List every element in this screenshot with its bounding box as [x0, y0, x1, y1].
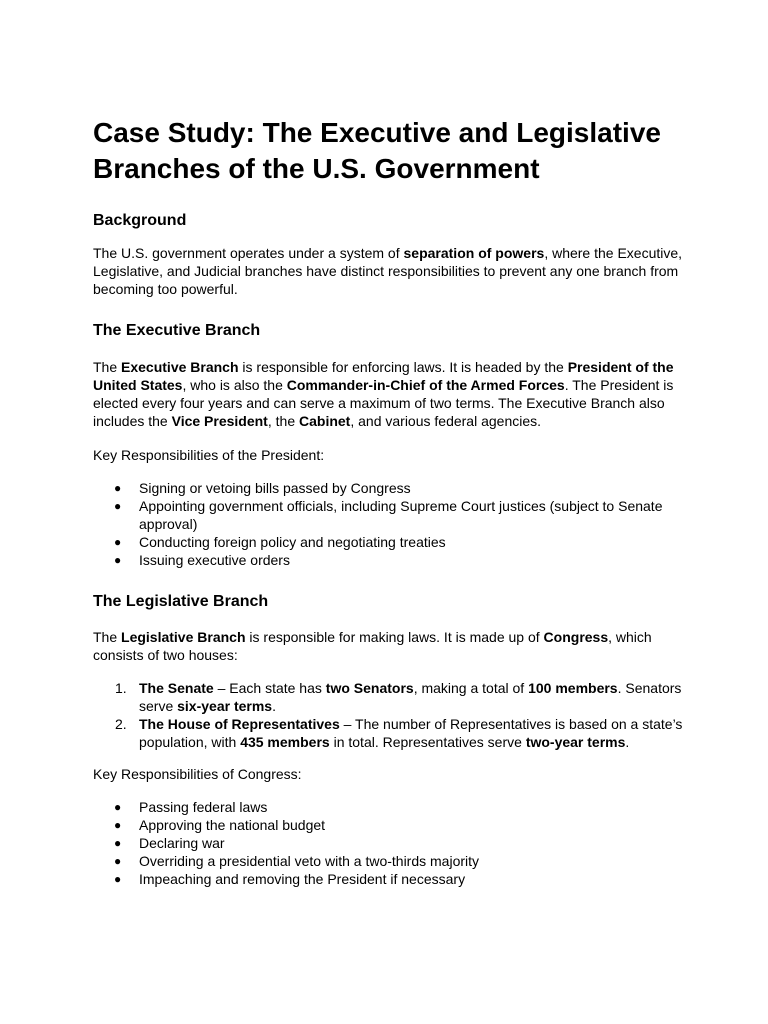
senate-text-a: – Each state has [213, 680, 326, 696]
exec-bold-1: Executive Branch [121, 359, 239, 375]
senate-bold-b: two Senators [325, 680, 414, 696]
bullet-icon: ● [114, 499, 122, 513]
list-item [93, 834, 683, 852]
list-item-text: Issuing executive orders [139, 552, 290, 568]
senate-bold-d: 100 members [528, 680, 618, 696]
list-item-text: Conducting foreign policy and negotiating treaties [139, 534, 446, 550]
legislative-paragraph [93, 628, 683, 664]
list-number: 1. [115, 680, 127, 696]
exec-text-2: is responsible for enforcing laws. It is headed by the [238, 359, 568, 375]
congress-responsibilities-label: Key Responsibilities of Congress: [93, 766, 302, 782]
list-item-house [93, 715, 683, 751]
exec-text-5: , the [267, 413, 299, 429]
bullet-icon: ● [114, 836, 122, 850]
bullet-icon: ● [114, 800, 122, 814]
document-body [93, 115, 683, 888]
president-responsibilities-list [93, 479, 683, 569]
background-text-1: The U.S. government operates under a system of [93, 245, 404, 261]
background-text-2: , where the Executive, Legislative, and Judicial branches have distinct responsibilities to prevent any one branch from becoming too powerful. [93, 245, 683, 297]
bullet-icon: ● [114, 854, 122, 868]
leg-text-1: The [93, 629, 122, 645]
exec-bold-3: Commander-in-Chief of the Armed Forces [286, 377, 565, 393]
executive-paragraph [93, 358, 683, 430]
list-item-text: Appointing government officials, including Supreme Court justices (subject to Senate approval) [139, 498, 663, 532]
document-title: Case Study: The Executive and Legislative Branches of the U.S. Government [93, 117, 661, 184]
list-item-text: Declaring war [139, 835, 225, 851]
exec-text-1: The [93, 359, 122, 375]
leg-text-2: is responsible for making laws. It is made up of [245, 629, 544, 645]
house-bold-b: 435 members [240, 734, 330, 750]
exec-text-4: . The President is elected every four years and can serve a maximum of two terms. The Executive Branch also includes the [93, 377, 674, 429]
president-responsibilities-label: Key Responsibilities of the President: [93, 447, 325, 463]
bullet-icon: ● [114, 818, 122, 832]
senate-name: The Senate [139, 680, 214, 696]
list-item [93, 852, 683, 870]
exec-text-3: , who is also the [182, 377, 287, 393]
list-item-senate [93, 679, 683, 715]
background-bold-1: separation of powers [403, 245, 545, 261]
house-text-a: – The number of Representatives is based on a state’s population, with [139, 716, 683, 750]
list-item-text: Passing federal laws [139, 799, 268, 815]
exec-text-6: , and various federal agencies. [350, 413, 542, 429]
exec-bold-2: President of the United States [93, 359, 674, 393]
house-name: The House of Representatives [139, 716, 340, 732]
list-item [93, 551, 683, 569]
background-heading: Background [93, 212, 187, 229]
senate-text-g: . [272, 698, 276, 714]
list-item [93, 479, 683, 497]
leg-bold-2: Congress [543, 629, 609, 645]
list-item [93, 798, 683, 816]
bullet-icon: ● [114, 535, 122, 549]
legislative-heading: The Legislative Branch [93, 593, 269, 610]
congress-responsibilities-list [93, 798, 683, 888]
list-item [93, 870, 683, 888]
house-text-e: . [625, 734, 630, 750]
senate-bold-f: six-year terms [177, 698, 273, 714]
background-paragraph [93, 244, 683, 298]
list-item-text: Approving the national budget [139, 817, 326, 833]
executive-heading: The Executive Branch [93, 322, 261, 339]
list-item-text: Overriding a presidential veto with a two-thirds majority [139, 853, 480, 869]
exec-bold-5: Cabinet [299, 413, 351, 429]
list-item [93, 497, 683, 533]
exec-bold-4: Vice President [171, 413, 268, 429]
senate-text-c: , making a total of [413, 680, 529, 696]
list-item [93, 533, 683, 551]
list-number: 2. [115, 716, 127, 732]
list-item-text: Signing or vetoing bills passed by Congress [139, 480, 411, 496]
bullet-icon: ● [114, 481, 122, 495]
house-text-c: in total. Representatives serve [329, 734, 526, 750]
bullet-icon: ● [114, 553, 122, 567]
congress-houses-list [93, 679, 683, 751]
senate-text-e: . Senators serve [139, 680, 682, 714]
house-bold-d: two-year terms [525, 734, 626, 750]
leg-bold-1: Legislative Branch [121, 629, 246, 645]
list-item-text: Impeaching and removing the President if necessary [139, 871, 466, 887]
list-item [93, 816, 683, 834]
bullet-icon: ● [114, 872, 122, 886]
leg-text-3: , which consists of two houses: [93, 629, 652, 663]
